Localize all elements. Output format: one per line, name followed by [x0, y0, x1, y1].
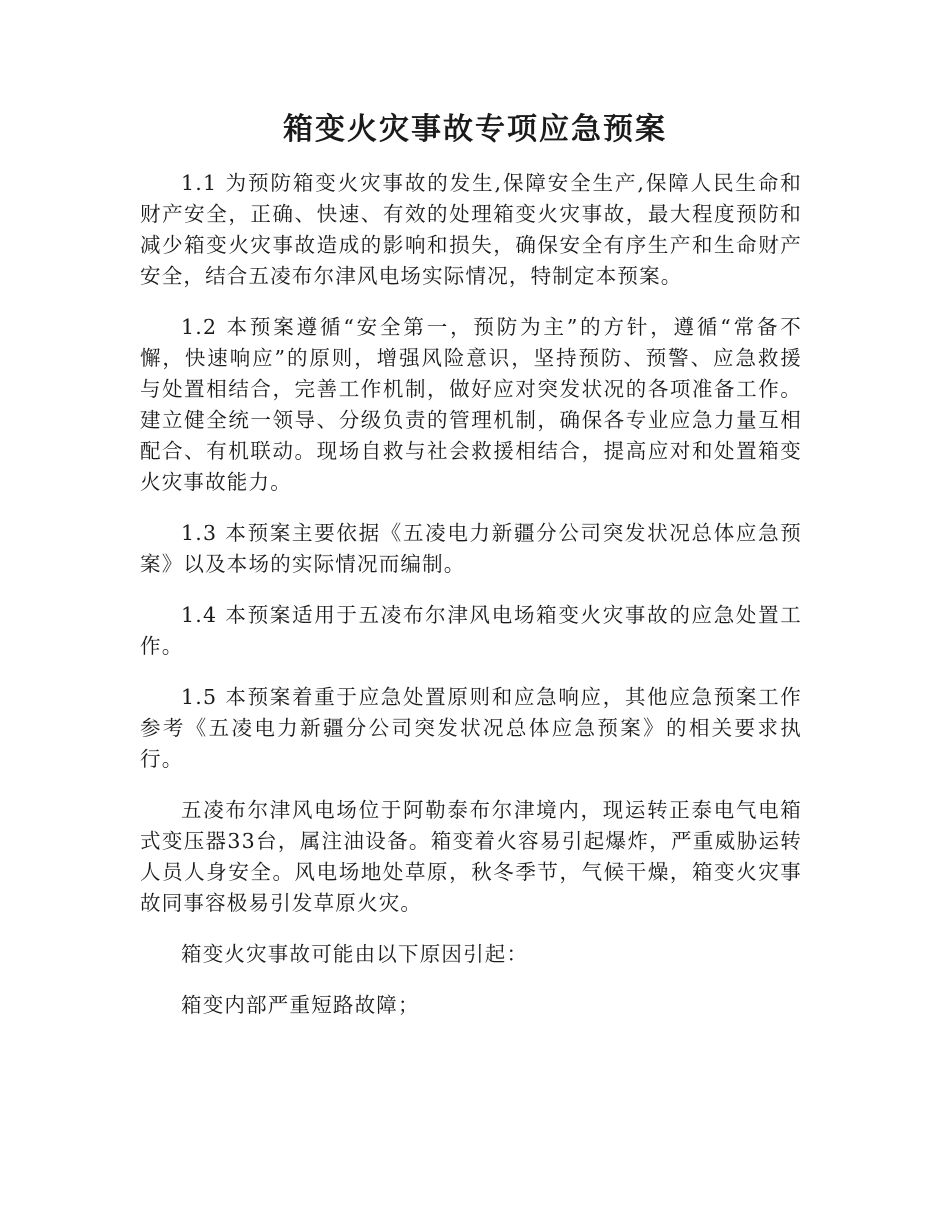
paragraph-1-3: 1.3 本预案主要依据《五凌电力新疆分公司突发状况总体应急预案》以及本场的实际情况而编制。 — [140, 521, 802, 576]
paragraph-site-overview: 五凌布尔津风电场位于阿勒泰布尔津境内，现运转正泰电气电箱式变压器33台，属注油设备。箱变着火容易引起爆炸，严重威胁运转人员人身安全。风电场地处草原，秋冬季节，气候干燥，箱变火灾事故同事容极易引发草原火灾。 — [140, 798, 802, 915]
paragraph-causes-intro: 箱变火灾事故可能由以下原因引起： — [181, 942, 529, 966]
paragraph-1-4: 1.4 本预案适用于五凌布尔津风电场箱变火灾事故的应急处置工作。 — [140, 603, 802, 658]
paragraph-1-1: 1.1 为预防箱变火灾事故的发生,保障安全生产,保障人民生命和财产安全，正确、快速、有效的处理箱变火灾事故，最大程度预防和减少箱变火灾事故造成的影响和损失，确保安全有序生产和生命财产安全，结合五凌布尔津风电场实际情况，特制定本预案。 — [140, 171, 802, 288]
paragraph-1-5: 1.5 本预案着重于应急处置原则和应急响应，其他应急预案工作参考《五凌电力新疆分公司突发状况总体应急预案》的相关要求执行。 — [140, 685, 802, 771]
document-title: 箱变火灾事故专项应急预案 — [283, 112, 667, 147]
document-body — [140, 168, 802, 1041]
paragraph-cause-short-circuit: 箱变内部严重短路故障； — [181, 993, 420, 1017]
paragraph-1-2: 1.2 本预案遵循“安全第一，预防为主”的方针，遵循“常备不懈，快速响应”的原则，增强风险意识，坚持预防、预警、应急救援与处置相结合，完善工作机制，做好应对突发状况的各项准备工作。建立健全统一领导、分级负责的管理机制，确保各专业应急力量互相配合、有机联动。现场自救与社会救援相结合，提高应对和处置箱变火灾事故能力。 — [140, 315, 802, 494]
